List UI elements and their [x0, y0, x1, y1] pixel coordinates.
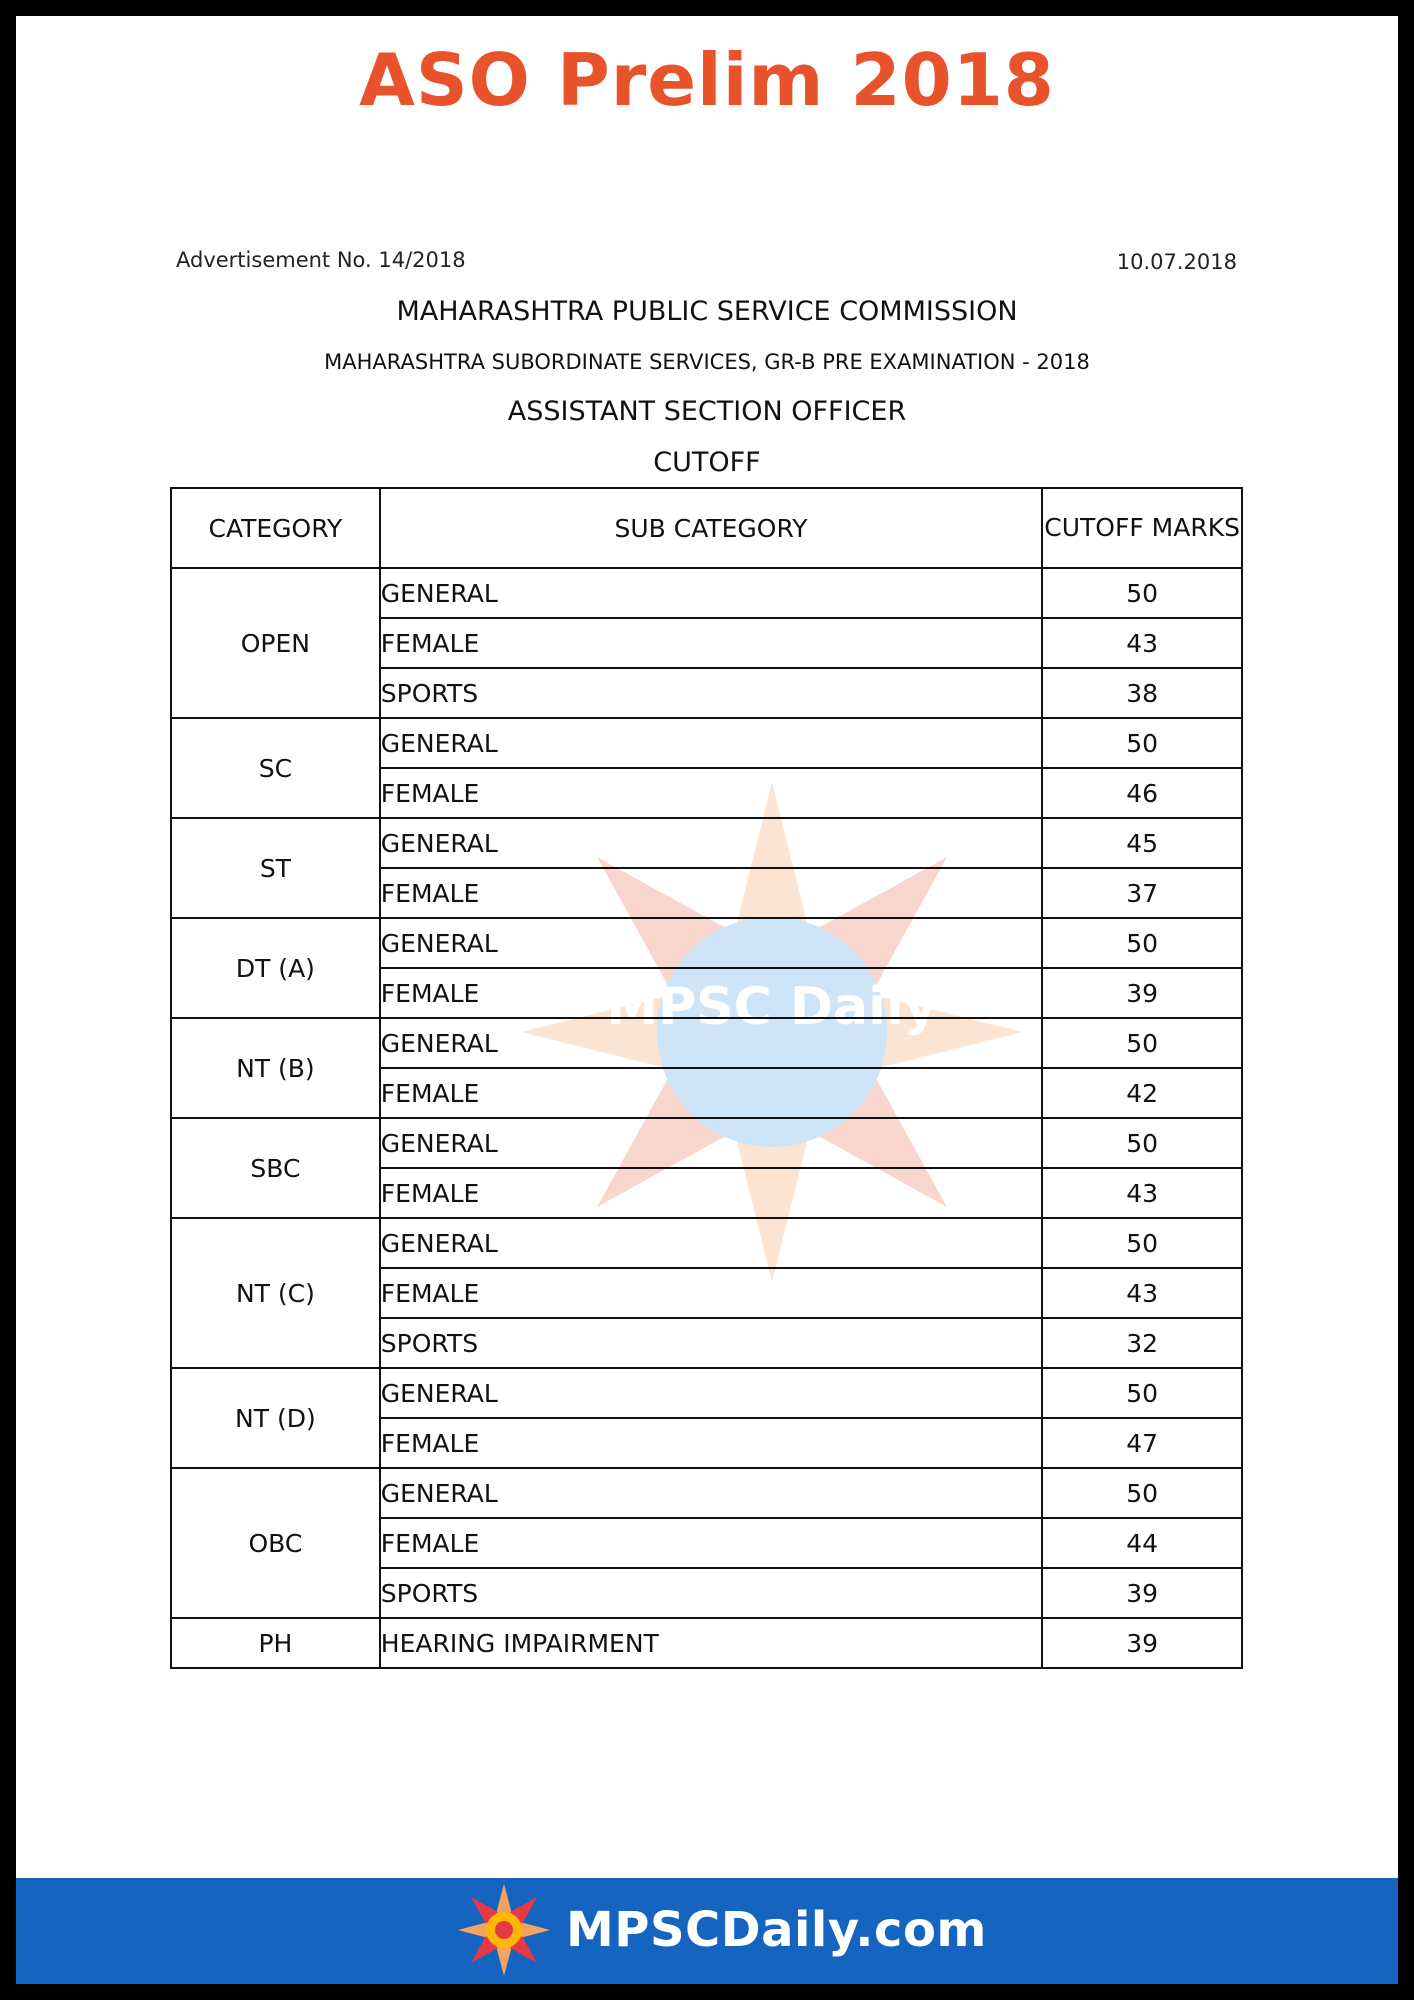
cutoff-marks-cell: 43 — [1042, 1168, 1242, 1218]
table-row — [171, 818, 1242, 868]
exam-name: MAHARASHTRA SUBORDINATE SERVICES, GR-B PRE EXAMINATION - 2018 — [324, 350, 1090, 374]
cutoff-marks-cell: 43 — [1042, 1268, 1242, 1318]
table-row — [171, 918, 1242, 968]
cutoff-marks-cell: 50 — [1042, 1468, 1242, 1518]
cutoff-marks-cell: 50 — [1042, 1368, 1242, 1418]
header-cutoff-marks: CUTOFF MARKS — [1042, 488, 1242, 568]
sub-category-cell: GENERAL — [380, 1218, 1042, 1268]
category-cell: ST — [171, 818, 380, 918]
post-name: ASSISTANT SECTION OFFICER — [507, 396, 907, 427]
table-row — [171, 1018, 1242, 1068]
cutoff-marks-cell: 50 — [1042, 1218, 1242, 1268]
sub-category-cell: FEMALE — [380, 1168, 1042, 1218]
sub-category-cell: FEMALE — [380, 1518, 1042, 1568]
category-cell: NT (C) — [171, 1218, 380, 1368]
cutoff-marks-cell: 50 — [1042, 718, 1242, 768]
sub-category-cell: GENERAL — [380, 1468, 1042, 1518]
category-cell: NT (B) — [171, 1018, 380, 1118]
sub-category-cell: FEMALE — [380, 868, 1042, 918]
sub-category-cell: FEMALE — [380, 618, 1042, 668]
category-cell: SBC — [171, 1118, 380, 1218]
sub-category-cell: GENERAL — [380, 818, 1042, 868]
table-row — [171, 1218, 1242, 1268]
sub-category-cell: FEMALE — [380, 1418, 1042, 1468]
category-cell: SC — [171, 718, 380, 818]
sub-category-cell: SPORTS — [380, 1568, 1042, 1618]
cutoff-marks-cell: 43 — [1042, 618, 1242, 668]
sub-category-cell: GENERAL — [380, 568, 1042, 618]
page-title: ASO Prelim 2018 — [359, 38, 1055, 122]
header-sub-category: SUB CATEGORY — [380, 488, 1042, 568]
sub-category-cell: FEMALE — [380, 768, 1042, 818]
header-category: CATEGORY — [171, 488, 380, 568]
cutoff-table — [170, 487, 1243, 1669]
category-cell: OBC — [171, 1468, 380, 1618]
sub-category-cell: GENERAL — [380, 1018, 1042, 1068]
advertisement-number: Advertisement No. 14/2018 — [176, 248, 466, 272]
cutoff-marks-cell: 38 — [1042, 668, 1242, 718]
cutoff-marks-cell: 39 — [1042, 1618, 1242, 1668]
sub-category-cell: GENERAL — [380, 1368, 1042, 1418]
table-row — [171, 1468, 1242, 1518]
table-row — [171, 1368, 1242, 1418]
table-row — [171, 718, 1242, 768]
table-header-row — [171, 488, 1242, 568]
organization-name: MAHARASHTRA PUBLIC SERVICE COMMISSION — [396, 296, 1018, 327]
sub-category-cell: SPORTS — [380, 668, 1042, 718]
cutoff-marks-cell: 46 — [1042, 768, 1242, 818]
cutoff-marks-cell: 39 — [1042, 1568, 1242, 1618]
sub-category-cell: GENERAL — [380, 918, 1042, 968]
cutoff-marks-cell: 50 — [1042, 918, 1242, 968]
table-row — [171, 568, 1242, 618]
sub-category-cell: HEARING IMPAIRMENT — [380, 1618, 1042, 1668]
cutoff-marks-cell: 44 — [1042, 1518, 1242, 1568]
category-cell: OPEN — [171, 568, 380, 718]
footer-bar — [16, 1878, 1398, 1984]
sub-category-cell: GENERAL — [380, 1118, 1042, 1168]
sub-category-cell: SPORTS — [380, 1318, 1042, 1368]
category-cell: DT (A) — [171, 918, 380, 1018]
sub-category-cell: FEMALE — [380, 1268, 1042, 1318]
table-row — [171, 1618, 1242, 1668]
table-row — [171, 1118, 1242, 1168]
sub-category-cell: FEMALE — [380, 968, 1042, 1018]
cutoff-marks-cell: 37 — [1042, 868, 1242, 918]
cutoff-marks-cell: 50 — [1042, 568, 1242, 618]
site-name[interactable]: MPSCDaily.com — [566, 1902, 987, 1958]
cutoff-marks-cell: 47 — [1042, 1418, 1242, 1468]
category-cell: PH — [171, 1618, 380, 1668]
cutoff-marks-cell: 39 — [1042, 968, 1242, 1018]
sub-category-cell: GENERAL — [380, 718, 1042, 768]
document-date: 10.07.2018 — [1116, 250, 1237, 274]
watermark-text: MPSC Daily — [606, 977, 938, 1037]
cutoff-label: CUTOFF — [653, 447, 761, 478]
cutoff-marks-cell: 42 — [1042, 1068, 1242, 1118]
cutoff-marks-cell: 50 — [1042, 1118, 1242, 1168]
cutoff-marks-cell: 45 — [1042, 818, 1242, 868]
cutoff-marks-cell: 32 — [1042, 1318, 1242, 1368]
sub-category-cell: FEMALE — [380, 1068, 1042, 1118]
category-cell: NT (D) — [171, 1368, 380, 1468]
site-logo-icon — [456, 1882, 552, 1978]
cutoff-marks-cell: 50 — [1042, 1018, 1242, 1068]
